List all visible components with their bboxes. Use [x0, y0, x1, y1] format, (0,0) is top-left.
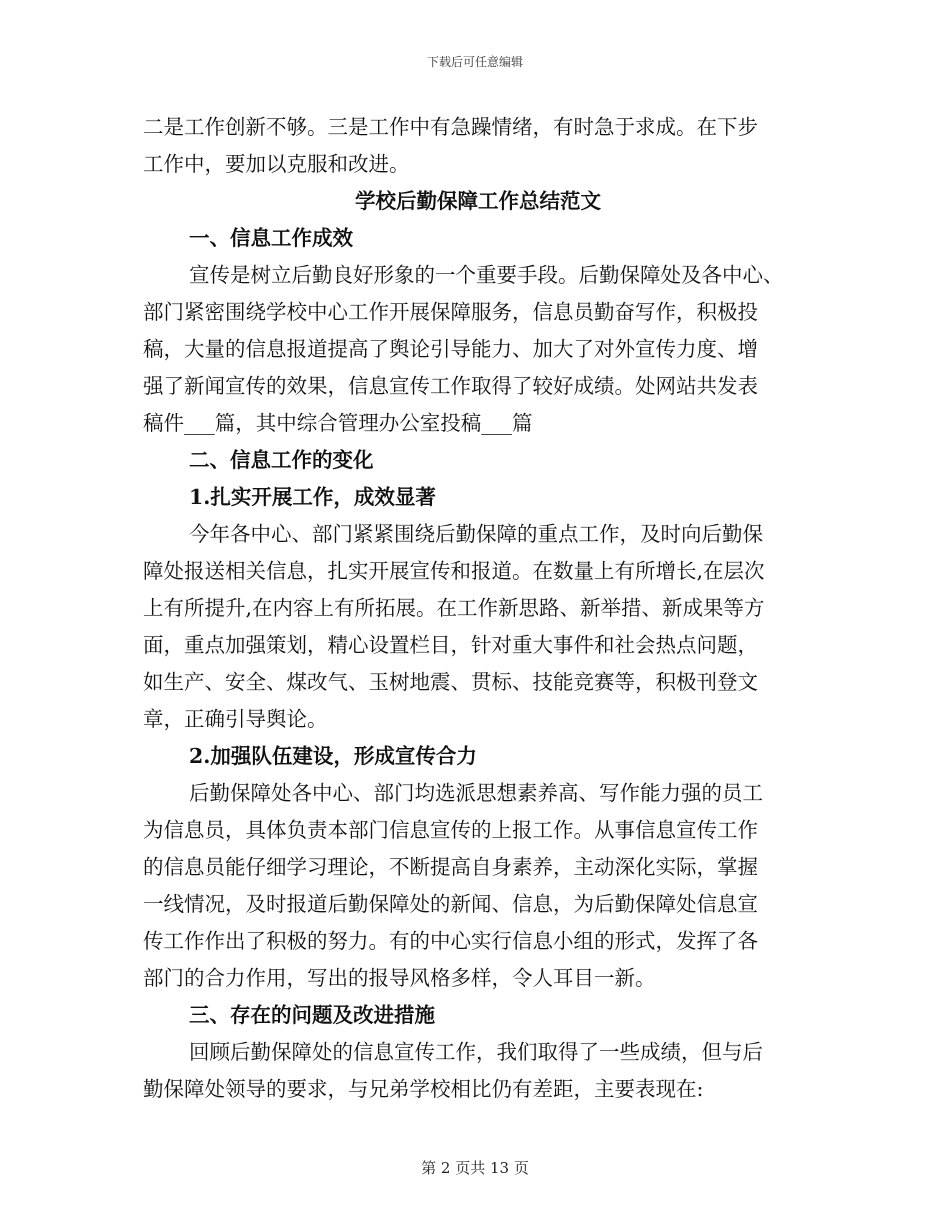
paragraph-line: 工作中，要加以克服和改进。 — [143, 152, 410, 176]
paragraph-line: 部门紧密围绕学校中心工作开展保障服务，信息员勤奋写作，积极投 — [143, 300, 758, 324]
paragraph-line: 为信息员，具体负责本部门信息宣传的上报工作。从事信息宣传工作 — [143, 818, 758, 842]
section-heading: 三、存在的问题及改进措施 — [189, 1003, 435, 1027]
page-header: 下载后可任意编辑 — [426, 55, 523, 69]
paragraph-line: 障处报送相关信息，扎实开展宣传和报道。在数量上有所增长,在层次 — [143, 559, 765, 583]
document-title: 学校后勤保障工作总结范文 — [355, 189, 601, 213]
section-heading: 一、信息工作成效 — [189, 226, 353, 250]
section-heading: 1.扎实开展工作，成效显著 — [189, 485, 436, 509]
section-heading: 2.加强队伍建设，形成宣传合力 — [189, 744, 477, 768]
paragraph-line: 一线情况，及时报道后勤保障处的新闻、信息，为后勤保障处信息宣 — [143, 892, 758, 916]
paragraph-line: 二是工作创新不够。三是工作中有急躁情绪，有时急于求成。在下步 — [143, 115, 758, 139]
paragraph-line: 的信息员能仔细学习理论，不断提高自身素养，主动深化实际，掌握 — [143, 855, 758, 879]
section-heading: 二、信息工作的变化 — [189, 448, 374, 472]
paragraph-line: 稿件___篇，其中综合管理办公室投稿___篇 — [143, 411, 533, 435]
paragraph-line-indented: 回顾后勤保障处的信息宣传工作，我们取得了一些成绩，但与后 — [189, 1040, 763, 1064]
paragraph-line: 面，重点加强策划，精心设置栏目，针对重大事件和社会热点问题， — [143, 633, 758, 657]
paragraph-line-indented: 后勤保障处各中心、部门均选派思想素养高、写作能力强的员工 — [189, 781, 763, 805]
paragraph-line-indented: 宣传是树立后勤良好形象的一个重要手段。后勤保障处及各中心、 — [189, 263, 784, 287]
paragraph-line: 部门的合力作用，写出的报导风格多样，令人耳目一新。 — [143, 966, 656, 990]
page-footer: 第 2 页共 13 页 — [421, 1159, 529, 1177]
paragraph-line: 稿，大量的信息报道提高了舆论引导能力、加大了对外宣传力度、增 — [143, 337, 758, 361]
paragraph-line: 章，正确引导舆论。 — [143, 707, 328, 731]
paragraph-line: 勤保障处领导的要求，与兄弟学校相比仍有差距，主要表现在: — [143, 1077, 704, 1101]
paragraph-line: 强了新闻宣传的效果，信息宣传工作取得了较好成绩。处网站共发表 — [143, 374, 758, 398]
paragraph-line: 传工作作出了积极的努力。有的中心实行信息小组的形式，发挥了各 — [143, 929, 758, 953]
document-body — [143, 109, 813, 1108]
paragraph-line: 如生产、安全、煤改气、玉树地震、贯标、技能竞赛等，积极刊登文 — [143, 670, 758, 694]
paragraph-line: 上有所提升,在内容上有所拓展。在工作新思路、新举措、新成果等方 — [143, 596, 765, 620]
paragraph-line-indented: 今年各中心、部门紧紧围绕后勤保障的重点工作，及时向后勤保 — [189, 522, 763, 546]
